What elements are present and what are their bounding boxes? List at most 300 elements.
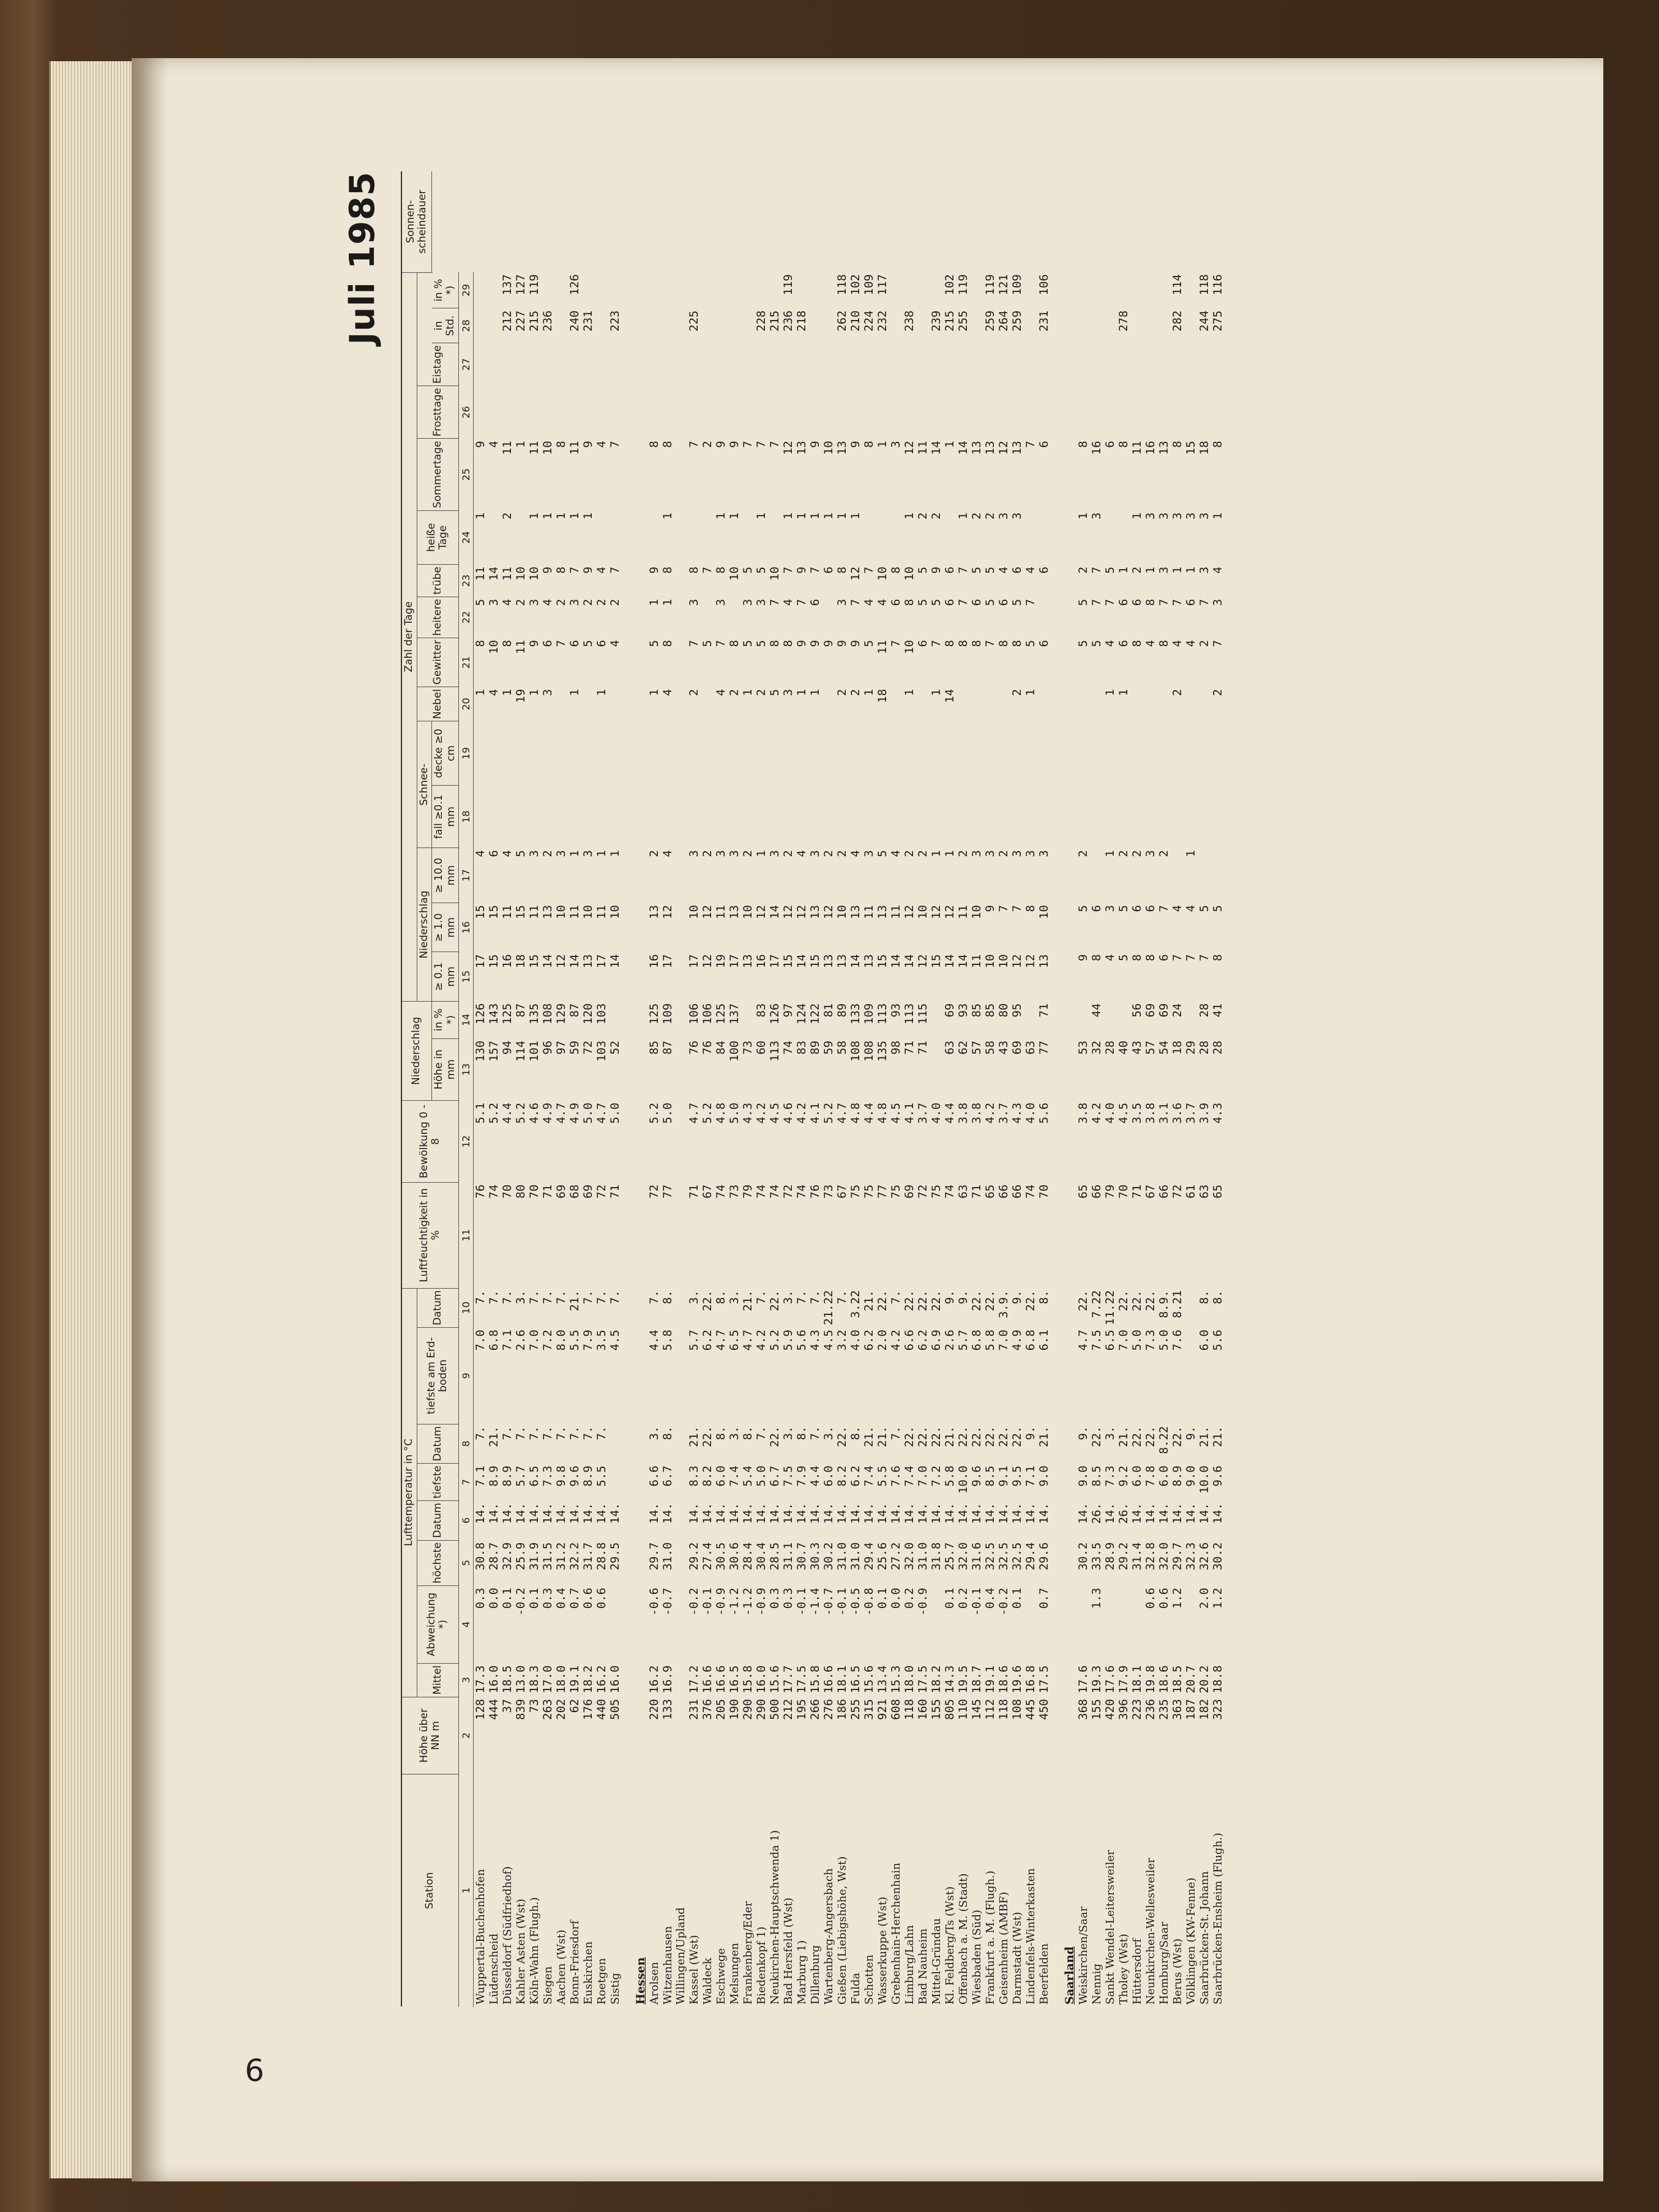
table-cell: 119 — [956, 274, 971, 296]
table-cell — [674, 1328, 687, 1424]
table-cell: 7.1 — [1024, 1465, 1038, 1487]
table-cell: 6.8 — [970, 1330, 984, 1351]
table-cell: 61 — [1184, 1184, 1198, 1199]
table-cell: 4.9 — [568, 1103, 582, 1124]
table-cell — [1090, 687, 1103, 721]
table-cell: 32.5 — [1010, 1542, 1024, 1571]
table-row — [1024, 171, 1037, 2007]
station-name: Bad Hersfeld (Wst) — [781, 1897, 795, 2005]
table-cell — [661, 386, 674, 439]
table-cell: 4.7 — [835, 1103, 849, 1124]
table-cell: 5.2 — [822, 1103, 836, 1124]
table-cell: 17.6 — [1076, 1665, 1090, 1694]
table-cell: 4.0 — [849, 1330, 863, 1351]
table-cell: 212 — [501, 310, 515, 332]
table-cell — [674, 1464, 687, 1501]
table-cell: 19.5 — [956, 1665, 971, 1694]
table-cell: 6 — [1130, 905, 1144, 912]
table-cell: 5.7 — [514, 1465, 528, 1487]
table-cell: 9 — [808, 639, 822, 647]
table-cell — [876, 510, 889, 565]
table-cell: 9 — [822, 639, 836, 647]
table-cell: 1 — [876, 441, 890, 448]
table-cell: 7. — [889, 1426, 903, 1440]
table-cell — [528, 786, 541, 848]
table-cell — [474, 386, 488, 439]
table-row — [781, 171, 795, 2007]
table-cell: 1 — [1184, 567, 1198, 574]
table-cell — [943, 386, 956, 439]
table-cell — [1144, 687, 1157, 721]
table-cell — [808, 272, 822, 308]
table-cell: 3.9 — [1198, 1103, 1212, 1124]
table-cell: 5.6 — [795, 1330, 809, 1351]
table-cell: 15 — [514, 905, 528, 919]
table-cell: 14. — [595, 1503, 609, 1524]
table-cell — [608, 1001, 622, 1038]
header-bewoelkung: Bewölkung 0 - 8 — [401, 1101, 459, 1183]
table-cell: 7.6 — [889, 1465, 903, 1487]
table-cell: 5.5 — [876, 1465, 890, 1487]
table-cell — [728, 343, 741, 386]
column-number: 7 — [459, 1464, 474, 1501]
table-cell: 6 — [1090, 905, 1104, 912]
table-cell: 25.9 — [514, 1542, 528, 1571]
table-cell: 7. — [795, 1290, 809, 1305]
table-cell: 13 — [983, 441, 997, 455]
table-cell: 12 — [701, 954, 715, 969]
table-cell: 32.6 — [1198, 1542, 1212, 1571]
table-cell — [997, 786, 1010, 848]
table-cell: 839 — [514, 1699, 528, 1720]
table-cell: 7. — [501, 1426, 515, 1440]
table-cell: 7 — [862, 567, 876, 574]
table-cell — [647, 272, 661, 308]
table-cell — [983, 343, 997, 386]
table-row — [568, 171, 581, 2007]
table-cell: 118 — [835, 274, 849, 296]
table-cell — [889, 510, 903, 565]
table-cell: 69 — [581, 1184, 595, 1199]
table-cell: 74 — [714, 1184, 728, 1199]
table-cell — [1037, 386, 1051, 439]
table-cell: 22. — [983, 1290, 997, 1311]
table-cell — [674, 308, 687, 343]
table-cell: 21. — [943, 1426, 957, 1447]
table-cell: 21. — [1037, 1426, 1051, 1447]
section-spacer — [1051, 171, 1058, 2007]
table-cell: 73 — [528, 1699, 542, 1713]
table-cell — [674, 386, 687, 439]
table-cell: 7 — [1024, 598, 1038, 606]
table-cell — [608, 272, 622, 308]
table-cell — [674, 1540, 687, 1585]
table-cell: 80 — [997, 1003, 1011, 1018]
table-cell: 21. — [687, 1426, 701, 1447]
table-cell: 14. — [741, 1503, 755, 1524]
header-niederschlag-tage: Niederschlag — [417, 848, 432, 1001]
table-cell — [528, 386, 541, 439]
table-cell: 7 — [997, 905, 1011, 912]
table-cell: 4.6 — [781, 1103, 796, 1124]
table-cell: 259 — [983, 310, 997, 332]
table-cell: -0.2 — [997, 1587, 1011, 1616]
table-cell: 0.7 — [568, 1587, 582, 1609]
table-cell: 13 — [647, 905, 662, 919]
table-cell: 87 — [514, 1003, 528, 1018]
table-cell: 32.2 — [568, 1542, 582, 1571]
table-cell: 9 — [808, 441, 822, 448]
table-cell: 72 — [581, 1040, 595, 1055]
table-cell — [808, 343, 822, 386]
table-cell — [849, 786, 862, 848]
table-cell: 6.0 — [822, 1465, 836, 1487]
table-cell — [1010, 786, 1024, 848]
table-cell — [808, 386, 822, 439]
table-cell: 15.8 — [808, 1665, 822, 1694]
table-cell: 31.0 — [916, 1542, 930, 1571]
table-cell: 8.9 — [487, 1465, 501, 1487]
table-cell: 7 — [956, 567, 971, 574]
table-cell: 5.5 — [595, 1465, 609, 1487]
table-cell: 8.5 — [1090, 1465, 1104, 1487]
table-cell: 7 — [1103, 598, 1117, 606]
table-cell — [528, 343, 541, 386]
table-cell: 14. — [876, 1503, 890, 1524]
table-cell: 14. — [647, 1503, 662, 1524]
table-cell: 1 — [554, 512, 569, 519]
table-cell — [674, 343, 687, 386]
table-cell: 13 — [849, 905, 863, 919]
table-cell — [1157, 786, 1171, 848]
table-cell: 9 — [835, 639, 849, 647]
table-cell: 7.1 — [501, 1330, 515, 1351]
table-cell: 30.4 — [755, 1542, 769, 1571]
table-cell: 1 — [568, 512, 582, 519]
table-cell: 3.7 — [1184, 1103, 1198, 1124]
table-cell: 124 — [795, 1003, 809, 1025]
table-cell: 6 — [487, 850, 501, 857]
table-row — [487, 171, 501, 2007]
station-name: Fulda — [849, 1972, 862, 2005]
table-cell: 14. — [822, 1503, 836, 1524]
table-cell: 15 — [930, 954, 944, 969]
table-cell: 69 — [1157, 1003, 1171, 1018]
table-cell — [1198, 687, 1211, 721]
table-cell: 106 — [1037, 274, 1051, 296]
table-cell — [647, 786, 661, 848]
table-cell: -0.8 — [862, 1587, 876, 1616]
table-cell: 16.9 — [661, 1665, 675, 1694]
station-name: Homburg/Saar — [1157, 1921, 1171, 2005]
table-cell: 100 — [728, 1040, 742, 1062]
table-cell: 73 — [728, 1184, 742, 1199]
table-cell: 2 — [835, 688, 849, 696]
table-cell: 8 — [943, 639, 957, 647]
table-cell — [674, 848, 687, 903]
header-heisse-tage: heiße Tage — [417, 510, 459, 565]
table-cell — [822, 721, 835, 786]
table-cell — [768, 386, 781, 439]
station-name: Offenbach a. M. (Stadt) — [956, 1873, 970, 2005]
table-cell: 7.8 — [1144, 1465, 1158, 1487]
table-cell: 145 — [970, 1699, 984, 1720]
table-cell: 7 — [808, 567, 822, 574]
table-cell: 5.6 — [1211, 1330, 1225, 1351]
table-cell: 126 — [768, 1003, 782, 1025]
station-name: Lüdenscheid — [487, 1933, 501, 2005]
table-cell — [608, 386, 622, 439]
table-cell — [1103, 1585, 1117, 1663]
table-cell — [581, 343, 595, 386]
table-cell: 7 — [930, 639, 944, 647]
table-cell: 0.3 — [781, 1587, 796, 1609]
header-sommertage: Sommertage — [417, 439, 459, 510]
table-cell: 2 — [983, 512, 997, 519]
table-row — [1090, 171, 1103, 2007]
table-cell: 72 — [647, 1184, 662, 1199]
table-cell — [608, 687, 622, 721]
table-cell: 18 — [876, 688, 890, 703]
table-cell: 1 — [795, 688, 809, 696]
table-cell: 11 — [916, 441, 930, 455]
table-cell: 7. — [808, 1290, 822, 1305]
table-cell: 30.5 — [714, 1542, 728, 1571]
table-cell — [930, 272, 943, 308]
table-cell: 3 — [1037, 850, 1051, 857]
table-cell: 119 — [983, 274, 997, 296]
table-cell: 3 — [1103, 905, 1117, 912]
table-cell: 21. — [862, 1290, 876, 1311]
table-cell: 8.9. — [1157, 1290, 1171, 1319]
table-cell: 14. — [554, 1503, 569, 1524]
table-cell — [930, 1001, 943, 1038]
table-row — [956, 171, 970, 2007]
table-cell: 14. — [835, 1503, 849, 1524]
station-name: Saarbrücken-St. Johann — [1198, 1871, 1211, 2005]
table-cell: 1 — [728, 512, 742, 519]
table-cell: 3. — [728, 1426, 742, 1440]
table-cell — [983, 386, 997, 439]
table-cell: 14. — [608, 1503, 622, 1524]
table-cell: 14. — [916, 1503, 930, 1524]
table-cell: 1 — [795, 512, 809, 519]
table-cell — [487, 272, 501, 308]
table-cell — [674, 638, 687, 687]
table-cell — [701, 343, 714, 386]
table-cell: 5 — [755, 567, 769, 574]
table-cell: 1 — [956, 512, 971, 519]
table-cell: 8. — [714, 1290, 728, 1305]
table-cell: 5.0 — [1130, 1330, 1144, 1351]
table-cell: 450 — [1037, 1699, 1051, 1720]
table-cell: 3.5 — [595, 1330, 609, 1351]
table-cell — [674, 786, 687, 848]
table-cell: 10 — [608, 905, 622, 919]
table-cell: 7 — [1211, 639, 1225, 647]
table-cell: 155 — [930, 1699, 944, 1720]
table-cell: 16.0 — [755, 1665, 769, 1694]
table-cell: 125 — [647, 1003, 662, 1025]
table-cell: 3 — [741, 598, 755, 606]
table-cell: 14. — [1103, 1503, 1117, 1524]
table-cell: 21.22 — [822, 1290, 836, 1325]
table-cell: 21. — [862, 1426, 876, 1447]
table-cell — [581, 687, 595, 721]
table-row — [876, 171, 889, 2007]
table-row — [514, 171, 528, 2007]
table-cell: 14. — [1144, 1503, 1158, 1524]
column-number: 10 — [459, 1288, 474, 1328]
table-cell: 3 — [1010, 512, 1024, 519]
table-cell — [1076, 343, 1090, 386]
table-cell — [1130, 308, 1144, 343]
table-cell — [501, 386, 514, 439]
table-cell: 19.1 — [983, 1665, 997, 1694]
table-cell: 0.6 — [1144, 1587, 1158, 1609]
table-cell: 7.0 — [1117, 1330, 1131, 1351]
table-cell: 17.3 — [474, 1665, 488, 1694]
table-cell: 275 — [1211, 310, 1225, 332]
table-cell: 4.7 — [687, 1103, 701, 1124]
table-cell: 14. — [795, 1503, 809, 1524]
table-cell: 4.1 — [808, 1103, 822, 1124]
table-cell: 19.6 — [1010, 1665, 1024, 1694]
header-datum-hoechste: Datum — [417, 1501, 459, 1541]
table-cell: 8.22 — [1157, 1426, 1171, 1454]
table-cell: 7 — [701, 567, 715, 574]
table-cell: 14. — [997, 1503, 1011, 1524]
table-row — [997, 171, 1010, 2007]
table-cell: 8 — [714, 567, 728, 574]
table-cell — [714, 786, 728, 848]
table-cell: 2 — [1157, 850, 1171, 857]
table-cell: 6.0 — [1130, 1465, 1144, 1487]
table-cell: 236 — [1144, 1699, 1158, 1720]
table-cell: 63 — [956, 1184, 971, 1199]
table-cell: 7.0 — [474, 1330, 488, 1351]
table-cell: 22. — [983, 1426, 997, 1447]
table-cell: 17 — [595, 954, 609, 969]
table-cell: 0.7 — [1037, 1587, 1051, 1609]
table-cell: 93 — [889, 1003, 903, 1018]
table-cell — [1144, 786, 1157, 848]
column-number: 9 — [459, 1328, 474, 1424]
table-cell: 4.2 — [1090, 1103, 1104, 1124]
table-cell — [997, 386, 1010, 439]
table-cell: 223 — [1130, 1699, 1144, 1720]
table-cell: 84 — [714, 1040, 728, 1055]
table-cell — [889, 687, 903, 721]
table-cell — [1024, 386, 1037, 439]
table-cell — [943, 510, 956, 565]
table-cell — [1157, 308, 1171, 343]
table-cell: 16.5 — [728, 1665, 742, 1694]
table-cell — [1184, 1328, 1198, 1424]
table-cell: 16.6 — [701, 1665, 715, 1694]
table-cell: 14. — [768, 1503, 782, 1524]
table-cell: 255 — [956, 310, 971, 332]
table-cell: 6.6 — [647, 1465, 662, 1487]
table-cell: 210 — [849, 310, 863, 332]
table-cell: 1 — [647, 688, 662, 696]
table-cell: 8 — [768, 639, 782, 647]
station-name: Sankt Wendel-Leitersweiler — [1103, 1850, 1117, 2005]
table-cell: 1 — [474, 512, 488, 519]
table-cell: 8 — [1090, 954, 1104, 961]
table-cell — [741, 721, 755, 786]
table-cell: 22. — [835, 1426, 849, 1447]
table-cell — [514, 510, 528, 565]
table-cell: 135 — [876, 1040, 890, 1062]
table-cell — [487, 786, 501, 848]
table-cell: 6.2 — [701, 1330, 715, 1351]
table-cell: 14.3 — [943, 1665, 957, 1694]
table-cell: 215 — [943, 310, 957, 332]
table-cell: 396 — [1117, 1699, 1131, 1720]
table-cell: 96 — [541, 1040, 555, 1055]
table-cell — [487, 343, 501, 386]
table-cell — [997, 721, 1010, 786]
table-cell: 32.0 — [903, 1542, 917, 1571]
table-cell: 102 — [849, 274, 863, 296]
table-cell: 14 — [930, 441, 944, 455]
table-cell: 2.6 — [943, 1330, 957, 1351]
table-cell — [755, 721, 768, 786]
table-cell: 87 — [568, 1003, 582, 1018]
table-cell: 5.6 — [1037, 1103, 1051, 1124]
table-cell: 22. — [1076, 1290, 1090, 1311]
table-cell: 4.4 — [808, 1465, 822, 1487]
table-cell: 13 — [862, 954, 876, 969]
station-name: Marburg 1) — [795, 1940, 808, 2005]
table-cell — [1171, 721, 1184, 786]
table-cell: 77 — [1037, 1040, 1051, 1055]
table-cell: 7. — [528, 1290, 542, 1305]
table-cell — [701, 687, 714, 721]
table-cell: 14 — [943, 954, 957, 969]
table-cell: 2 — [970, 512, 984, 519]
table-cell: 263 — [541, 1699, 555, 1720]
table-cell: 28 — [1211, 1040, 1225, 1055]
table-cell: 66 — [1157, 1184, 1171, 1199]
table-cell: -1.2 — [728, 1587, 742, 1616]
table-cell: 102 — [943, 274, 957, 296]
table-cell: 2 — [741, 850, 755, 857]
table-cell: 2 — [1076, 850, 1090, 857]
table-cell: 15 — [487, 905, 501, 919]
table-cell: 8. — [661, 1426, 675, 1440]
table-cell: 5 — [741, 639, 755, 647]
table-cell — [608, 786, 622, 848]
table-cell: 8. — [1037, 1290, 1051, 1305]
header-sonne-std: in Std. — [432, 308, 459, 343]
table-cell: 16.2 — [595, 1665, 609, 1694]
table-cell: 4.4 — [501, 1103, 515, 1124]
table-cell: 12 — [849, 567, 863, 581]
region-heading-row — [1058, 171, 1076, 2007]
table-row — [661, 171, 674, 2007]
column-number: 19 — [459, 721, 474, 786]
table-cell: 108 — [862, 1040, 876, 1062]
table-cell: 3.7 — [997, 1103, 1011, 1124]
column-number: 20 — [459, 687, 474, 721]
table-cell: 6.7 — [768, 1465, 782, 1487]
table-cell: 30.6 — [728, 1542, 742, 1571]
station-name: Lindenfels-Winterkasten — [1024, 1868, 1037, 2005]
table-cell: 26. — [1117, 1503, 1131, 1524]
table-cell: 12 — [1024, 954, 1038, 969]
